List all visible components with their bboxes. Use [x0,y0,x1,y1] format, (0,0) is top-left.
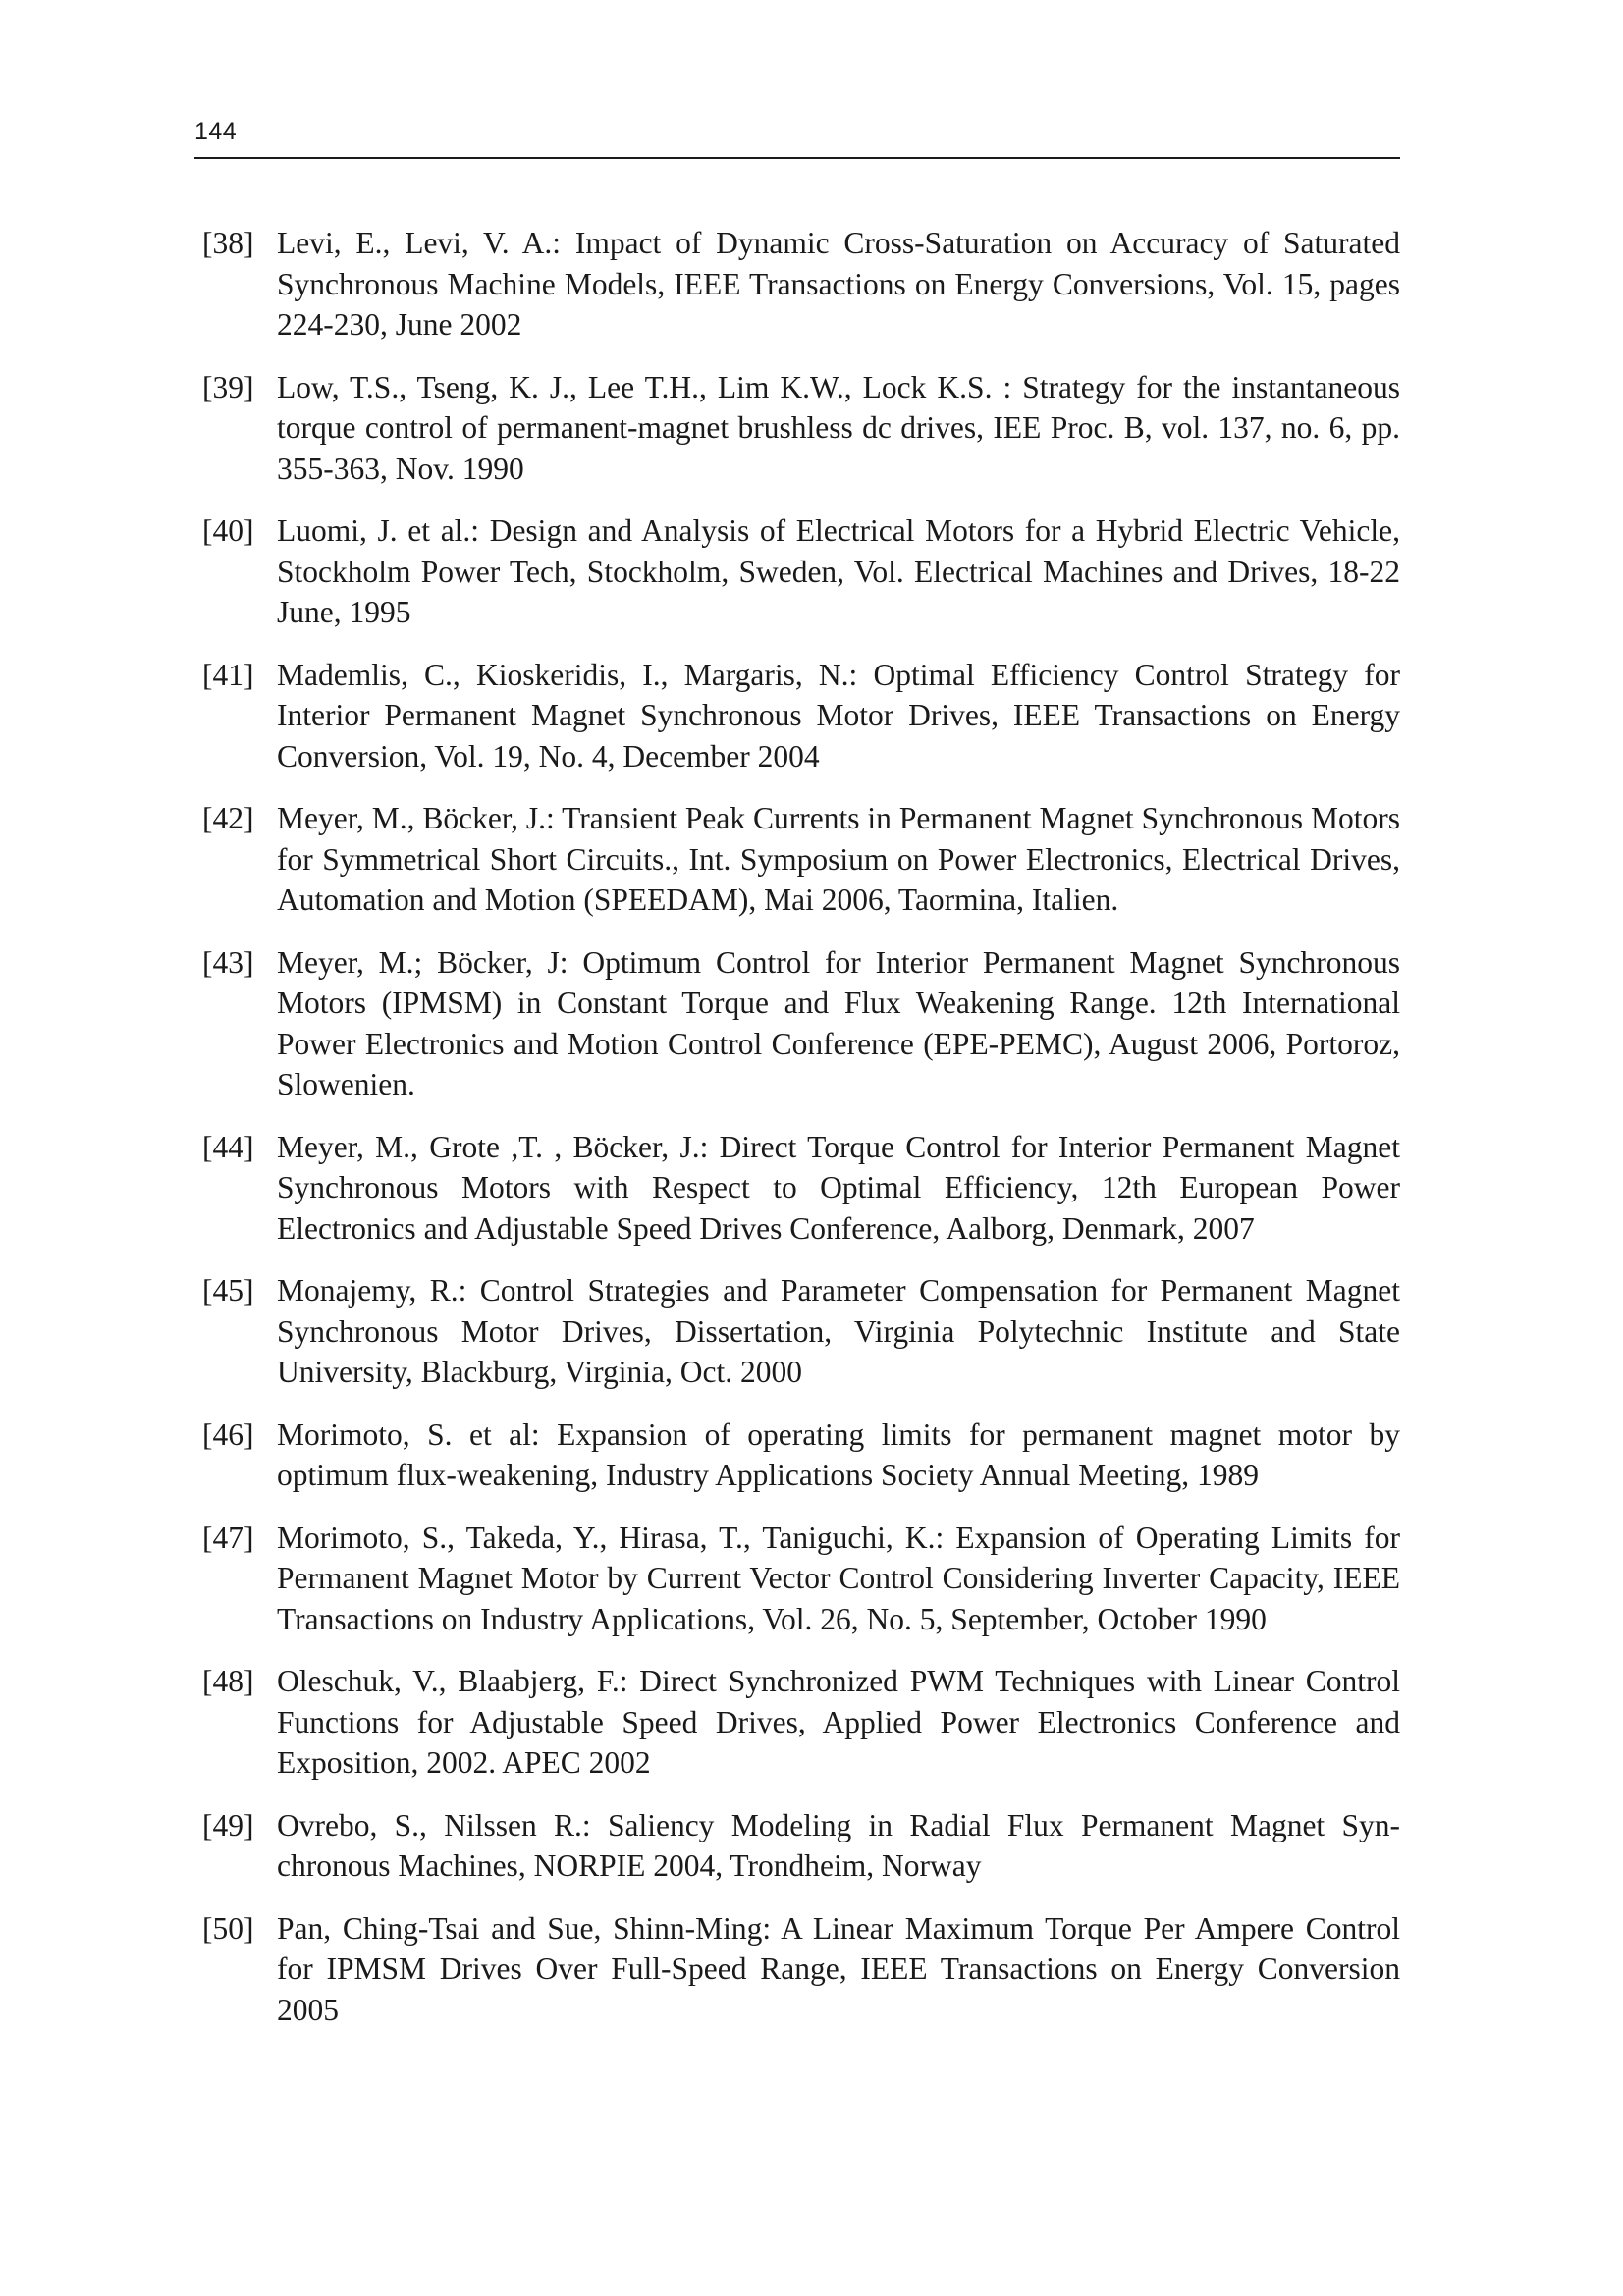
reference-item [202,223,1400,346]
reference-number: [50] [202,1910,254,1946]
reference-item [202,942,1400,1105]
reference-text: Pan, Ching-Tsai and Sue, Shinn-Ming: A Linear Maximum Torque Per Ampere Control for IPMSM Drives Over Full-Speed Range, IEEE Transactions on Energy Conversion 2005 [277,1910,1400,2027]
reference-text: Luomi, J. et al.: Design and Analysis of Electrical Motors for a Hybrid Electric Vehicle, Stockholm Power Tech, Stockholm, Sweden, Vol. Electrical Machines and Drives, 18-22 June, 1995 [277,513,1400,629]
reference-item [202,367,1400,490]
reference-number: [49] [202,1807,254,1842]
reference-item [202,1127,1400,1250]
reference-item [202,1908,1400,2031]
reference-item [202,1805,1400,1887]
reference-text: Levi, E., Levi, V. A.: Impact of Dynamic Cross-Saturation on Accuracy of Saturated Synchronous Machine Models, IEEE Transactions on Energy Conversions, Vol. 15, pages 224-230, June 2002 [277,226,1400,342]
reference-number: [39] [202,369,254,404]
reference-text: Mademlis, C., Kioskeridis, I., Margaris, N.: Optimal Efficiency Control Strategy for Interior Permanent Magnet Synchronous Motor Drives, IEEE Transactions on Energy Conversion, Vol. 19, No. 4, December 2004 [277,657,1400,774]
reference-number: [38] [202,226,254,260]
reference-text: Morimoto, S. et al: Expansion of operating limits for permanent magnet motor by optimum flux-weakening, Industry Applications Society Annual Meeting, 1989 [277,1416,1400,1492]
reference-number: [40] [202,513,254,548]
reference-number: [42] [202,801,254,835]
reference-item [202,510,1400,633]
reference-text: Monajemy, R.: Control Strategies and Parameter Compensation for Permanent Magnet Synchronous Motor Drives, Dissertation, Virginia Polytechnic Institute and State University, Blackburg, Virginia, Oct. 2000 [277,1273,1400,1389]
reference-item [202,655,1400,777]
page-number: 144 [194,118,238,145]
reference-number: [47] [202,1520,254,1555]
reference-text: Low, T.S., Tseng, K. J., Lee T.H., Lim K.W., Lock K.S. : Strategy for the instantaneous torque control of permanent-magnet brushless dc drives, IEE Proc. B, vol. 137, no. 6, pp. 355-363, Nov. 1990 [277,369,1400,486]
reference-item [202,798,1400,921]
reference-number: [45] [202,1273,254,1308]
reference-text: Meyer, M., Grote ,T. , Böcker, J.: Direct Torque Control for Interior Permanent Magnet Synchronous Motors with Respect to Optimal Efficiency, 12th European Power Electronics and Adjustable Speed Drives Conference, Aalborg, Denmark, 2007 [277,1129,1400,1246]
reference-item [202,1518,1400,1640]
reference-text: Meyer, M., Böcker, J.: Transient Peak Currents in Permanent Magnet Synchronous Motors for Symmetrical Short Circuits., Int. Symposium on Power Electronics, Electrical Drives, Automation and Motion (SPEEDAM), Mai 2006, Taormina, Italien. [277,801,1400,917]
reference-item [202,1415,1400,1496]
page-header [194,110,1400,159]
reference-list [202,223,1400,2052]
reference-item [202,1661,1400,1784]
reference-text: Morimoto, S., Takeda, Y., Hirasa, T., Taniguchi, K.: Expansion of Operating Limits for Permanent Magnet Motor by Current Vector Control Considering Inverter Capacity, IEEE Transactions on Industry Applications, Vol. 26, No. 5, September, October 1990 [277,1520,1400,1636]
reference-number: [48] [202,1664,254,1698]
reference-number: [41] [202,657,254,692]
reference-text: Ovrebo, S., Nilssen R.: Saliency Modeling in Radial Flux Permanent Magnet Synchronous Machines, NORPIE 2004, Trondheim, Norway [277,1807,1400,1883]
reference-number: [43] [202,944,254,980]
reference-text: Oleschuk, V., Blaabjerg, F.: Direct Synchronized PWM Techniques with Linear Control Functions for Adjustable Speed Drives, Applied Power Electronics Conference and Exposition, 2002. APEC 2002 [277,1664,1400,1780]
reference-text: Meyer, M.; Böcker, J: Optimum Control for Interior Permanent Magnet Synchronous Motors (IPMSM) in Constant Torque and Flux Weakening Range. 12th International Power Electronics and Motion Control Conference (EPE-PEMC), August 2006, Portoroz, Slowenien. [277,944,1400,1101]
reference-number: [44] [202,1129,254,1164]
reference-item [202,1270,1400,1393]
reference-number: [46] [202,1416,254,1452]
